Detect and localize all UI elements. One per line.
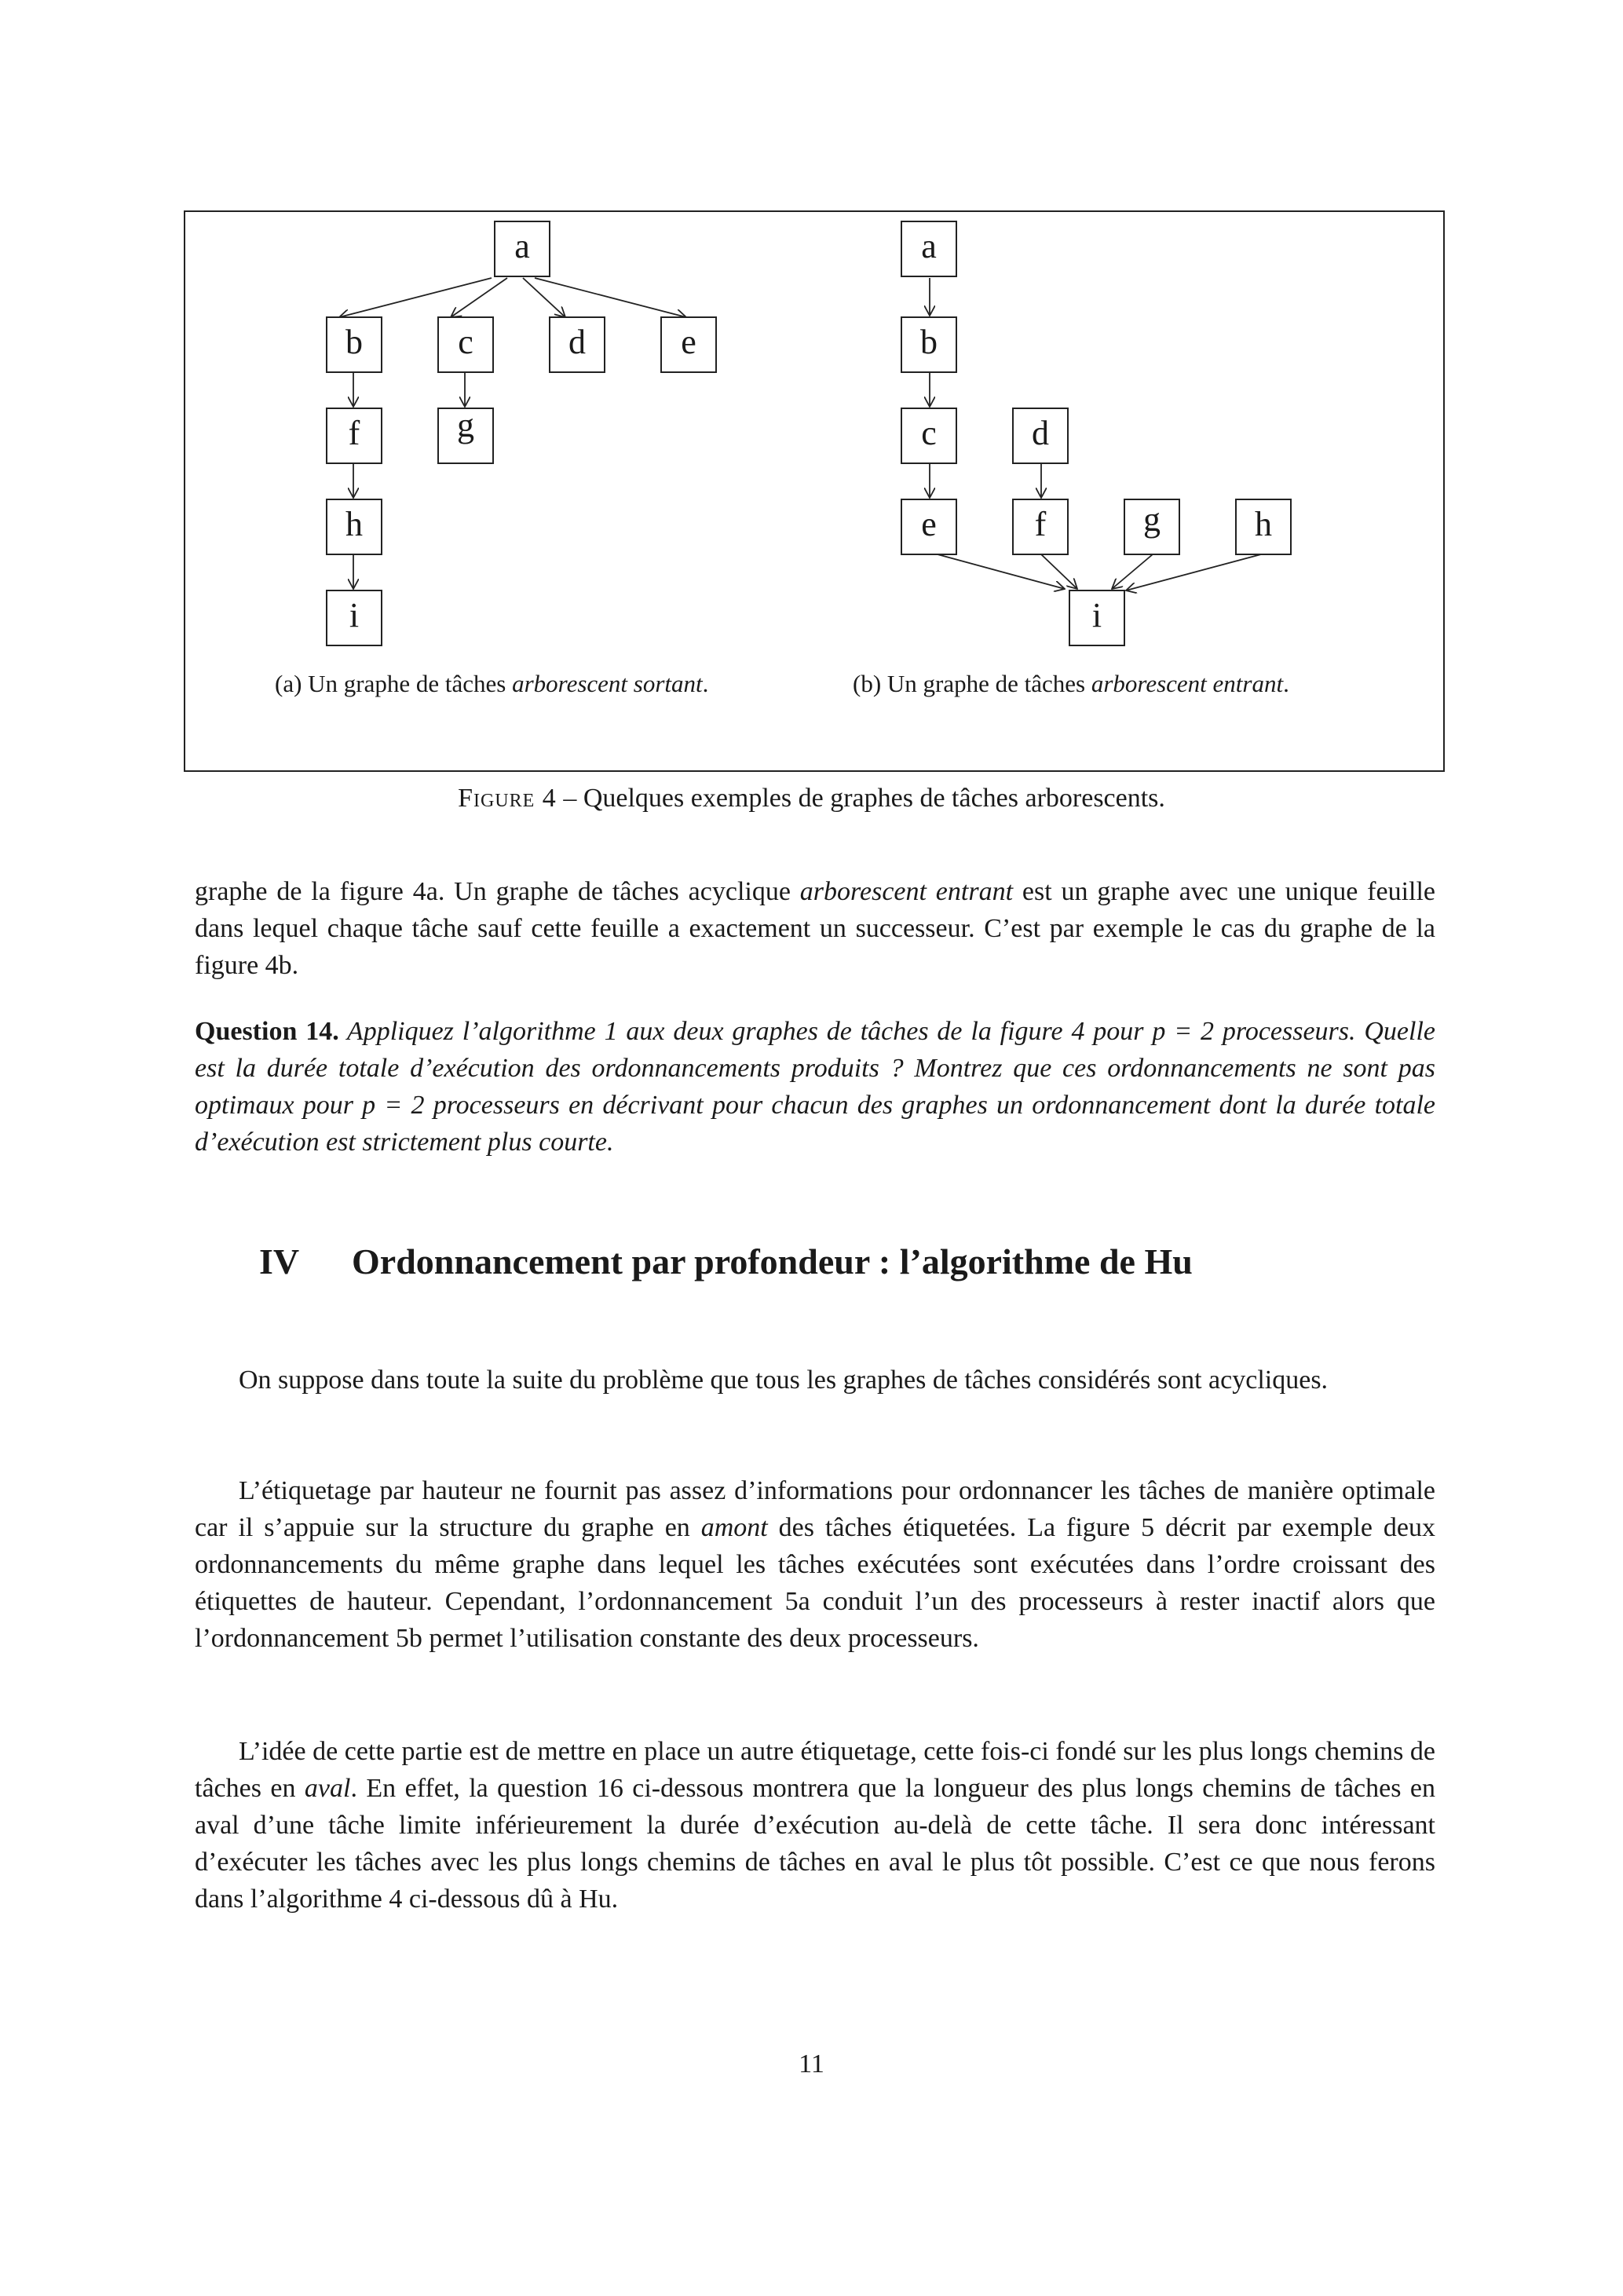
paragraph-etiquetage-hauteur [195,1472,1435,1657]
section-title: Ordonnancement par profondeur : l’algorithme de Hu [352,1241,1193,1281]
graph-a-label-a: a [514,227,530,265]
edge-a-c [451,278,507,317]
subcaption-a-italic: arborescent sortant [512,670,703,697]
graph-a-label-h: h [345,505,363,543]
graph-b-label-a: a [921,227,937,265]
para1-text-1: graphe de la figure 4a. Un graphe de tâches acyclique [195,877,800,906]
para4-text-1: L’idée de cette partie est de mettre en place un autre étiquetage, cette fois-ci fondé sur les plus longs chemins de tâches en [195,1737,1435,1803]
para3-text-2: des tâches étiquetées. La figure 5 décrit par exemple deux ordonnancements du même graphe dans lequel les tâches exécutées sont exécutées dans l’ordre croissant des étiquettes de hauteur. Cependant, l’ordonnancement 5a conduit l’un des processeurs à rester inactif alors que l’ordonnancement 5b permet l’utilisation constante des deux processeurs. [195,1513,1436,1653]
figure-caption-text: Quelques exemples de graphes de tâches arborescents. [583,784,1165,813]
graph-b-label-f: f [1034,505,1047,543]
edge-a-b [339,278,492,317]
subcaption-a-end: . [702,670,709,697]
graph-b-label-h: h [1255,505,1272,543]
question-text: Appliquez l’algorithme 1 aux deux graphes de tâches de la figure 4 pour p = 2 processeurs. Quelle est la durée totale d’exécution des ordonnancements produits ? Montrez que ces ordonnancements ne sont pas optimaux pour p = 2 processeurs en décrivant pour chacun des graphes un ordonnancement dont la durée totale d’exécution est strictement plus courte. [195,1017,1435,1157]
subcaption-a [275,667,781,700]
graph-b [901,221,1291,645]
graph-a [327,221,716,645]
para3-emphasis: amont [700,1513,768,1542]
edge-a-e [535,278,686,317]
question-14 [195,1013,1435,1161]
para1-emphasis: arborescent entrant [799,877,1014,906]
question-label: Question 14. [195,1017,339,1046]
graph-b-label-c: c [921,414,937,452]
subcaption-b-italic: arborescent entrant [1091,670,1284,697]
page-number: 11 [799,2049,824,2078]
subcaption-b [853,667,1355,700]
subcaption-b-end: . [1283,670,1289,697]
graph-a-label-b: b [345,323,363,361]
graph-a-label-c: c [458,323,473,361]
para3-text-1: L’étiquetage par hauteur ne fournit pas assez d’informations pour ordonnancer les tâches de manière optimale car il s’appuie sur la structure du graphe en [195,1476,1435,1542]
graph-a-label-e: e [681,323,696,361]
figure-4 [184,210,1445,772]
section-heading [259,1241,1193,1282]
graph-b-label-i: i [1091,596,1102,634]
subcaption-b-label: (b) Un graphe de tâches [853,670,1091,697]
graph-b-label-e: e [921,505,937,543]
graph-b-label-g: g [1143,500,1161,539]
figure-caption-sep: – [556,784,583,813]
graph-a-label-f: f [348,414,360,452]
graph-b-label-b: b [920,323,938,361]
para1-text-2: est un graphe avec une unique feuille dans lequel chaque tâche sauf cette feuille a exactement un successeur. C’est par exemple le cas du graphe de la figure 4b. [195,877,1435,980]
graph-a-label-i: i [349,596,360,634]
subcaption-a-label: (a) Un graphe de tâches [275,670,513,697]
graph-b-label-d: d [1032,414,1049,452]
section-number: IV [259,1241,300,1281]
para4-text-2: . En effet, la question 16 ci-dessous montrera que la longueur des plus longs chemins de tâches en aval d’une tâche limite inférieurement la durée d’exécution au-delà de cette tâche. Il sera donc intéressant d’exécuter les tâches avec les plus longs chemins de tâches en aval le plus tôt possible. C’est ce que nous ferons dans l’algorithme 4 ci-dessous dû à Hu. [195,1774,1435,1914]
paragraph-arborescent-entrant [195,873,1435,984]
edge-b-g-i [1112,554,1153,589]
para4-emphasis: aval [304,1774,351,1803]
graph-a-label-d: d [568,323,586,361]
figure-caption-label: Figure 4 [458,784,557,813]
graph-a-label-g: g [457,406,474,444]
figure-caption [0,784,1623,813]
paragraph-etiquetage-aval [195,1733,1435,1918]
paragraph-acycliques: On suppose dans toute la suite du problème que tous les graphes de tâches considérés sont acycliques. [239,1366,1329,1395]
